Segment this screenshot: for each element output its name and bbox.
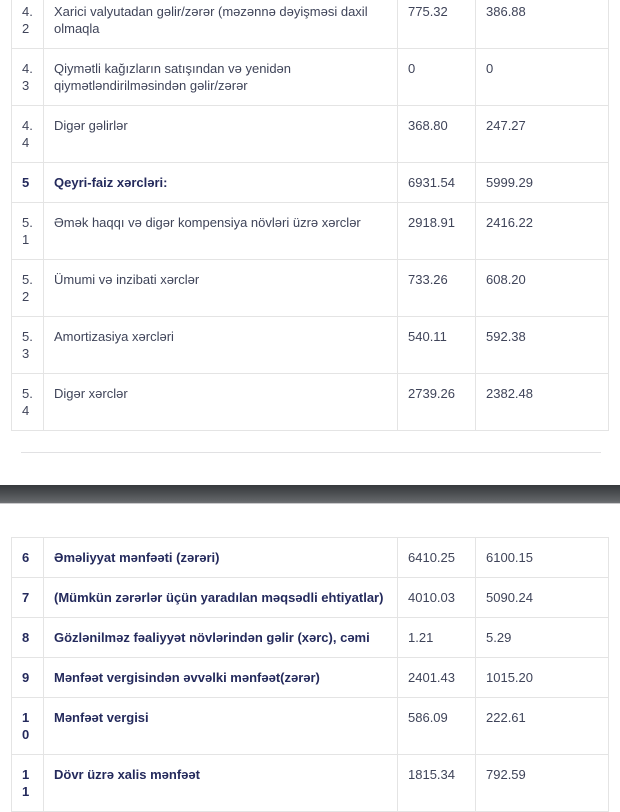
value-current: 2401.43 (398, 658, 476, 698)
row-number: 8 (12, 618, 44, 658)
table-row (12, 374, 609, 431)
horizontal-scrollbar[interactable] (0, 485, 620, 504)
value-current: 733.26 (398, 260, 476, 317)
row-label: Amortizasiya xərcləri (44, 317, 398, 374)
value-previous: 608.20 (476, 260, 609, 317)
row-label: Əmək haqqı və digər kompensiya növləri üzrə xərclər (44, 203, 398, 260)
row-number: 10 (12, 698, 44, 755)
value-previous: 792.59 (476, 755, 609, 812)
value-current: 6410.25 (398, 538, 476, 578)
value-previous: 5090.24 (476, 578, 609, 618)
value-current: 368.80 (398, 106, 476, 163)
value-previous: 2382.48 (476, 374, 609, 431)
row-label: Qeyri-faiz xərcləri: (44, 163, 398, 203)
row-number: 5.2 (12, 260, 44, 317)
financial-table-bottom (11, 537, 609, 812)
row-number: 5.1 (12, 203, 44, 260)
row-label: (Mümkün zərərlər üçün yaradılan məqsədli ehtiyatlar) (44, 578, 398, 618)
row-label: Əməliyyat mənfəəti (zərəri) (44, 538, 398, 578)
value-current: 540.11 (398, 317, 476, 374)
value-previous: 592.38 (476, 317, 609, 374)
row-label: Mənfəət vergisi (44, 698, 398, 755)
table-row (12, 538, 609, 578)
table-row (12, 317, 609, 374)
table-row (12, 658, 609, 698)
value-current: 2739.26 (398, 374, 476, 431)
row-label: Xarici valyutadan gəlir/zərər (məzənnə dəyişməsi daxil olmaqla (44, 0, 398, 49)
value-previous: 222.61 (476, 698, 609, 755)
value-current: 586.09 (398, 698, 476, 755)
row-number: 6 (12, 538, 44, 578)
table-section-bottom (0, 537, 620, 812)
value-current: 6931.54 (398, 163, 476, 203)
row-label: Mənfəət vergisindən əvvəlki mənfəət(zərər) (44, 658, 398, 698)
value-previous: 2416.22 (476, 203, 609, 260)
row-number: 7 (12, 578, 44, 618)
table-row (12, 0, 609, 49)
row-label: Digər xərclər (44, 374, 398, 431)
table-row (12, 698, 609, 755)
row-number: 4.3 (12, 49, 44, 106)
value-previous: 386.88 (476, 0, 609, 49)
table-row (12, 106, 609, 163)
value-current: 2918.91 (398, 203, 476, 260)
row-number: 9 (12, 658, 44, 698)
value-previous: 6100.15 (476, 538, 609, 578)
table-row (12, 163, 609, 203)
table-row (12, 203, 609, 260)
value-previous: 1015.20 (476, 658, 609, 698)
value-current: 775.32 (398, 0, 476, 49)
section-divider-line (21, 452, 601, 453)
row-label: Gözlənilməz fəaliyyət növlərindən gəlir (xərc), cəmi (44, 618, 398, 658)
row-label: Qiymətli kağızların satışından və yenidən qiymətləndirilməsindən gəlir/zərər (44, 49, 398, 106)
value-current: 1.21 (398, 618, 476, 658)
table-row (12, 260, 609, 317)
value-current: 0 (398, 49, 476, 106)
row-number: 5.4 (12, 374, 44, 431)
row-label: Dövr üzrə xalis mənfəət (44, 755, 398, 812)
value-previous: 5.29 (476, 618, 609, 658)
financial-table-top (11, 0, 609, 431)
row-number: 4.4 (12, 106, 44, 163)
table-row (12, 578, 609, 618)
row-label: Ümumi və inzibati xərclər (44, 260, 398, 317)
value-current: 1815.34 (398, 755, 476, 812)
row-label: Digər gəlirlər (44, 106, 398, 163)
value-previous: 0 (476, 49, 609, 106)
row-number: 5 (12, 163, 44, 203)
row-number: 11 (12, 755, 44, 812)
value-previous: 5999.29 (476, 163, 609, 203)
value-previous: 247.27 (476, 106, 609, 163)
table-row (12, 618, 609, 658)
row-number: 4.2 (12, 0, 44, 49)
row-number: 5.3 (12, 317, 44, 374)
table-row (12, 755, 609, 812)
table-row (12, 49, 609, 106)
value-current: 4010.03 (398, 578, 476, 618)
